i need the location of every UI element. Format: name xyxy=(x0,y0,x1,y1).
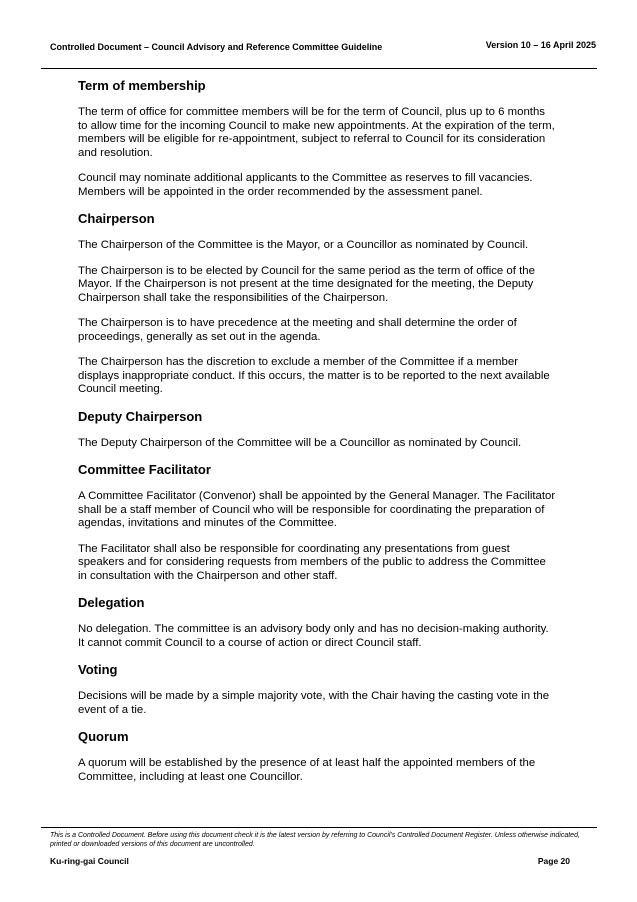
section-heading-chairperson: Chairperson xyxy=(78,211,155,226)
controlled-document-disclaimer: This is a Controlled Document. Before using this document check it is the latest version by referring to Council’s Controlled Document Register. Unless otherwise indicated, printed or downloaded versions of this document are uncontrolled. xyxy=(50,832,580,848)
section-heading-term-of-membership: Term of membership xyxy=(78,78,206,93)
header-divider xyxy=(41,68,597,69)
page-number: Page 20 xyxy=(537,856,570,866)
paragraph: The Deputy Chairperson of the Committee will be a Councillor as nominated by Council. xyxy=(78,436,522,449)
paragraph: The term of office for committee members will be for the term of Council, plus up to 6 months to allow time for the incoming Council to make new appointments. At the expiration of the term, members will be eligible for re-appointment, subject to referral to Council for its consideration and resolution. xyxy=(78,106,555,159)
paragraph: The Chairperson is to have precedence at the meeting and shall determine the order of proceedings, generally as set out in the agenda. xyxy=(78,317,517,343)
organisation-name: Ku-ring-gai Council xyxy=(50,856,129,866)
paragraph: A Committee Facilitator (Convenor) shall be appointed by the General Manager. The Facilitator shall be a staff member of Council who will be responsible for coordinating the preparation of agendas, invitations and minutes of the Committee. xyxy=(78,490,556,529)
paragraph: The Chairperson is to be elected by Council for the same period as the term of office of the Mayor. If the Chairperson is not present at the time designated for the meeting, the Deputy Chairperson shall take the responsibilities of the Chairperson. xyxy=(78,264,535,304)
paragraph: No delegation. The committee is an advisory body only and has no decision-making authority. It cannot commit Council to a course of action or direct Council staff. xyxy=(78,623,549,649)
document-body xyxy=(78,77,556,784)
section-heading-quorum: Quorum xyxy=(78,729,129,744)
paragraph: Council may nominate additional applicants to the Committee as reserves to fill vacancies. Members will be appointed in the order recommended by the assessment panel. xyxy=(78,172,533,198)
paragraph: The Chairperson has the discretion to exclude a member of the Committee if a member displays inappropriate conduct. If this occurs, the matter is to be reported to the next available Council meeting. xyxy=(78,356,550,395)
section-heading-delegation: Delegation xyxy=(78,595,145,610)
section-heading-voting: Voting xyxy=(78,662,118,677)
footer-divider xyxy=(41,827,597,828)
paragraph: Decisions will be made by a simple majority vote, with the Chair having the casting vote in the event of a tie. xyxy=(78,690,550,716)
paragraph: The Facilitator shall also be responsible for coordinating any presentations from guest speakers and for considering requests from members of the public to address the Committee in consultation with the Chairperson and other staff. xyxy=(78,542,546,582)
document-version: Version 10 – 16 April 2025 xyxy=(485,40,596,50)
section-heading-deputy-chairperson: Deputy Chairperson xyxy=(78,408,203,424)
paragraph: The Chairperson of the Committee is the Mayor, or a Councillor as nominated by Council. xyxy=(78,239,529,251)
page-header xyxy=(0,0,637,70)
document-title: Controlled Document – Council Advisory and Reference Committee Guideline xyxy=(50,42,383,52)
paragraph: A quorum will be established by the presence of at least half the appointed members of the Committee, including at least one Councillor. xyxy=(78,757,536,783)
section-heading-committee-facilitator: Committee Facilitator xyxy=(78,462,211,477)
page-footer xyxy=(0,820,637,902)
